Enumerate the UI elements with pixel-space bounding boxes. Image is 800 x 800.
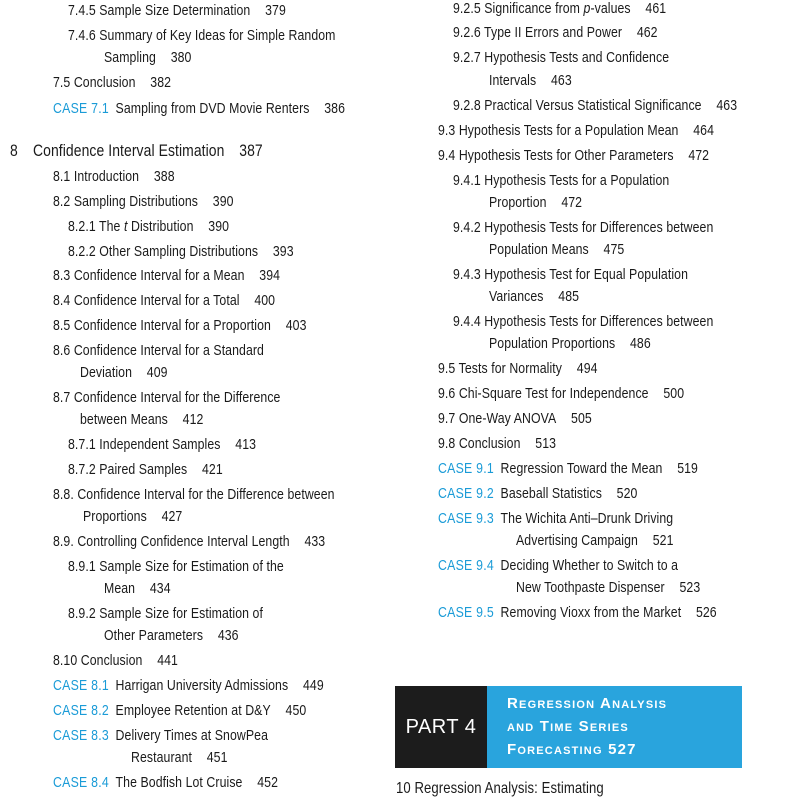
- entry-text: 8.7.2 Paired Samples: [68, 461, 188, 478]
- page-number: 441: [157, 652, 178, 669]
- entry-text: 8.6 Confidence Interval for a Standard: [53, 342, 264, 359]
- page-number: 390: [208, 218, 230, 235]
- entry-text: between Means: [80, 411, 168, 428]
- toc-entry[interactable]: [453, 24, 658, 42]
- page-number: 400: [254, 292, 276, 309]
- page-number: 486: [630, 335, 651, 352]
- entry-text: 9.4.2 Hypothesis Tests for Differences between: [453, 219, 714, 236]
- toc-entry[interactable]: [80, 411, 203, 429]
- entry-text: Confidence Interval Estimation: [32, 141, 225, 160]
- page-number: 436: [217, 627, 239, 644]
- toc-entry[interactable]: [68, 27, 335, 45]
- toc-entry[interactable]: [453, 219, 713, 237]
- toc-entry[interactable]: [68, 243, 294, 261]
- toc-entry[interactable]: [53, 652, 178, 670]
- entry-text: Sampling: [104, 49, 156, 66]
- chapter-number: 8: [10, 141, 18, 160]
- page-number: 475: [603, 241, 625, 258]
- page-number: 520: [616, 485, 638, 502]
- toc-entry[interactable]: [53, 267, 280, 285]
- page-number: 461: [645, 0, 667, 17]
- toc-entry[interactable]: [438, 385, 684, 403]
- case-tag: CASE 8.2: [53, 702, 109, 719]
- page-number: 485: [558, 288, 580, 305]
- page-number: 409: [146, 364, 168, 381]
- chapter-10-heading[interactable]: [396, 780, 604, 798]
- entry-text: Advertising Campaign: [516, 532, 638, 549]
- entry-text: Sampling from DVD Movie Renters: [115, 100, 310, 117]
- toc-entry[interactable]: [438, 360, 598, 378]
- toc-case-entry[interactable]: [438, 460, 698, 478]
- entry-text: 8.1 Introduction: [53, 168, 140, 185]
- toc-entry[interactable]: [53, 292, 275, 310]
- entry-text: Baseball Statistics: [500, 485, 602, 502]
- toc-entry[interactable]: [80, 364, 168, 382]
- toc-entry[interactable]: [68, 218, 229, 236]
- toc-entry[interactable]: [438, 147, 709, 165]
- entry-text: 9.7 One-Way ANOVA: [438, 410, 557, 427]
- page-number: 434: [149, 580, 171, 597]
- entry-text: 8.2.2 Other Sampling Distributions: [68, 243, 259, 260]
- toc-entry[interactable]: [516, 579, 700, 597]
- entry-text: Population Means: [489, 241, 589, 258]
- entry-text: 9.5 Tests for Normality: [438, 360, 563, 377]
- part-label-box: [395, 686, 487, 768]
- toc-entry[interactable]: [53, 486, 335, 504]
- entry-text: 9.6 Chi-Square Test for Independence: [438, 385, 649, 402]
- entry-text: Mean: [104, 580, 136, 597]
- page-number: 379: [265, 2, 286, 19]
- toc-case-entry[interactable]: [438, 604, 717, 622]
- toc-entry[interactable]: [68, 558, 284, 576]
- toc-entry[interactable]: [104, 49, 191, 67]
- toc-entry[interactable]: [104, 580, 171, 598]
- toc-entry[interactable]: [68, 2, 286, 20]
- entry-text: The Wichita Anti–Drunk Driving: [500, 510, 674, 527]
- toc-entry[interactable]: [453, 266, 688, 284]
- entry-text: 8.9.1 Sample Size for Estimation of the: [68, 558, 284, 575]
- page-number: 523: [679, 579, 701, 596]
- entry-text: 9.4 Hypothesis Tests for Other Parameters: [438, 147, 674, 164]
- entry-text: Deviation: [80, 364, 133, 381]
- case-tag: CASE 9.3: [438, 510, 494, 527]
- page-number: 450: [285, 702, 307, 719]
- page-number: 386: [324, 100, 346, 117]
- entry-text-italic: t: [123, 218, 128, 235]
- entry-text: 9.8 Conclusion: [438, 435, 521, 452]
- page-number: 513: [535, 435, 557, 452]
- page-number: 452: [257, 774, 279, 791]
- toc-entry[interactable]: [438, 410, 592, 428]
- toc-entry[interactable]: [53, 533, 325, 551]
- toc-entry[interactable]: [438, 435, 556, 453]
- page-number: 494: [576, 360, 598, 377]
- entry-text: 9.2.8 Practical Versus Statistical Significance: [453, 97, 702, 114]
- entry-text: Regression Toward the Mean: [500, 460, 663, 477]
- page-number: 462: [636, 24, 658, 41]
- chapter-title: 10 Regression Analysis: Estimating: [396, 780, 604, 797]
- toc-chapter-entry[interactable]: [10, 142, 263, 160]
- entry-text: Other Parameters: [104, 627, 204, 644]
- page-number: 394: [259, 267, 281, 284]
- part-label: PART 4: [405, 715, 477, 738]
- toc-case-entry[interactable]: [53, 100, 345, 118]
- toc-entry[interactable]: [68, 461, 223, 479]
- entry-text: 8.4 Confidence Interval for a Total: [53, 292, 240, 309]
- page-number: 521: [652, 532, 674, 549]
- page-number: 421: [202, 461, 223, 478]
- entry-text: 7.4.6 Summary of Key Ideas for Simple Random: [68, 27, 336, 44]
- page-number: 472: [561, 194, 583, 211]
- entry-text-prefix: 9.2.5 Significance from: [453, 0, 584, 17]
- entry-text: Removing Vioxx from the Market: [500, 604, 682, 621]
- entry-text: 8.3 Confidence Interval for a Mean: [53, 267, 245, 284]
- toc-entry[interactable]: [489, 241, 624, 259]
- page-number: 464: [693, 122, 715, 139]
- toc-entry[interactable]: [68, 436, 256, 454]
- case-tag: CASE 8.4: [53, 774, 109, 791]
- toc-entry[interactable]: [453, 313, 713, 331]
- entry-text: 8.9.2 Sample Size for Estimation of: [68, 605, 263, 622]
- toc-entry[interactable]: [53, 193, 234, 211]
- entry-text: Intervals: [489, 72, 537, 89]
- page-number: 472: [688, 147, 710, 164]
- toc-entry[interactable]: [453, 49, 669, 67]
- entry-text: Employee Retention at D&Y: [115, 702, 271, 719]
- toc-entry[interactable]: [453, 97, 737, 115]
- page-number: 388: [153, 168, 175, 185]
- case-tag: CASE 7.1: [53, 100, 109, 117]
- entry-text: 9.4.1 Hypothesis Tests for a Population: [453, 172, 670, 189]
- entry-text: 7.4.5 Sample Size Determination: [68, 2, 251, 19]
- entry-text: Population Proportions: [489, 335, 616, 352]
- case-tag: CASE 8.1: [53, 677, 109, 694]
- entry-text: 8.7.1 Independent Samples: [68, 436, 221, 453]
- page-number: 526: [695, 604, 717, 621]
- toc-entry[interactable]: [438, 122, 714, 140]
- toc-entry[interactable]: [131, 749, 228, 767]
- toc-entry[interactable]: [68, 605, 263, 623]
- entry-text: Distribution: [127, 218, 194, 235]
- case-tag: CASE 9.2: [438, 485, 494, 502]
- toc-entry[interactable]: [53, 168, 175, 186]
- toc-entry[interactable]: [489, 194, 582, 212]
- part-title-line: and Time Series: [507, 718, 629, 735]
- entry-text: 9.3 Hypothesis Tests for a Population Mean: [438, 122, 679, 139]
- toc-entry[interactable]: [104, 627, 239, 645]
- page-number: 449: [302, 677, 324, 694]
- page-number: 505: [571, 410, 592, 427]
- entry-text: Deciding Whether to Switch to a: [500, 557, 679, 574]
- case-tag: CASE 9.5: [438, 604, 494, 621]
- entry-text: 9.2.7 Hypothesis Tests and Confidence: [453, 49, 670, 66]
- entry-text: Variances: [489, 288, 544, 305]
- page-number: 433: [304, 533, 326, 550]
- entry-text: New Toothpaste Dispenser: [516, 579, 665, 596]
- page-number: 393: [272, 243, 294, 260]
- entry-text: 9.2.6 Type II Errors and Power: [453, 24, 623, 41]
- entry-text-prefix: 8.2.1 The: [68, 218, 124, 235]
- page-number: 463: [550, 72, 572, 89]
- entry-text: Proportions: [83, 508, 147, 525]
- toc-entry[interactable]: [83, 508, 182, 526]
- page-number: 519: [677, 460, 698, 477]
- page-number: 500: [663, 385, 685, 402]
- entry-text: 8.10 Conclusion: [53, 652, 143, 669]
- page-number: 403: [285, 317, 307, 334]
- page-number: 451: [206, 749, 228, 766]
- toc-entry[interactable]: [53, 342, 264, 360]
- page-number: 380: [170, 49, 192, 66]
- toc-case-entry[interactable]: [53, 677, 324, 695]
- entry-text: 8.2 Sampling Distributions: [53, 193, 199, 210]
- part-title-line: Regression Analysis: [507, 695, 668, 712]
- toc-case-entry[interactable]: [438, 510, 673, 528]
- entry-text: 9.4.3 Hypothesis Test for Equal Population: [453, 266, 689, 283]
- toc-entry[interactable]: [453, 172, 669, 190]
- entry-text: Proportion: [489, 194, 547, 211]
- entry-text: Restaurant: [131, 749, 192, 766]
- entry-text: 8.8. Confidence Interval for the Difference between: [53, 486, 335, 503]
- page-number: 382: [150, 74, 172, 91]
- entry-text: 8.5 Confidence Interval for a Proportion: [53, 317, 271, 334]
- entry-text-italic: p: [583, 0, 591, 17]
- entry-text: 8.9. Controlling Confidence Interval Length: [53, 533, 290, 550]
- toc-case-entry[interactable]: [53, 774, 278, 792]
- case-tag: CASE 8.3: [53, 727, 109, 744]
- toc-case-entry[interactable]: [53, 702, 306, 720]
- toc-entry[interactable]: [489, 72, 572, 90]
- entry-text: Delivery Times at SnowPea: [115, 727, 268, 744]
- entry-text: -values: [590, 0, 631, 17]
- page-number: 390: [212, 193, 234, 210]
- part-title-line: Forecasting 527: [507, 741, 637, 758]
- toc-case-entry[interactable]: [438, 557, 678, 575]
- page-number: 413: [235, 436, 257, 453]
- entry-text: 7.5 Conclusion: [53, 74, 136, 91]
- toc-entry[interactable]: [53, 389, 280, 407]
- case-tag: CASE 9.1: [438, 460, 494, 477]
- toc-case-entry[interactable]: [53, 727, 268, 745]
- toc-entry[interactable]: [53, 74, 171, 92]
- entry-text: 9.4.4 Hypothesis Tests for Differences between: [453, 313, 714, 330]
- entry-text: The Bodfish Lot Cruise: [115, 774, 243, 791]
- page-number: 412: [182, 411, 204, 428]
- toc-entry[interactable]: [53, 317, 307, 335]
- page-number: 427: [161, 508, 183, 525]
- toc-entry[interactable]: [453, 0, 666, 18]
- page-number: 463: [716, 97, 738, 114]
- toc-case-entry[interactable]: [438, 485, 637, 503]
- entry-text: 8.7 Confidence Interval for the Difference: [53, 389, 281, 406]
- part-title-box: [487, 686, 742, 768]
- page-number: 387: [239, 141, 263, 160]
- entry-text: Harrigan University Admissions: [115, 677, 289, 694]
- toc-entry[interactable]: [489, 335, 651, 353]
- toc-entry[interactable]: [489, 288, 579, 306]
- case-tag: CASE 9.4: [438, 557, 494, 574]
- toc-entry[interactable]: [516, 532, 674, 550]
